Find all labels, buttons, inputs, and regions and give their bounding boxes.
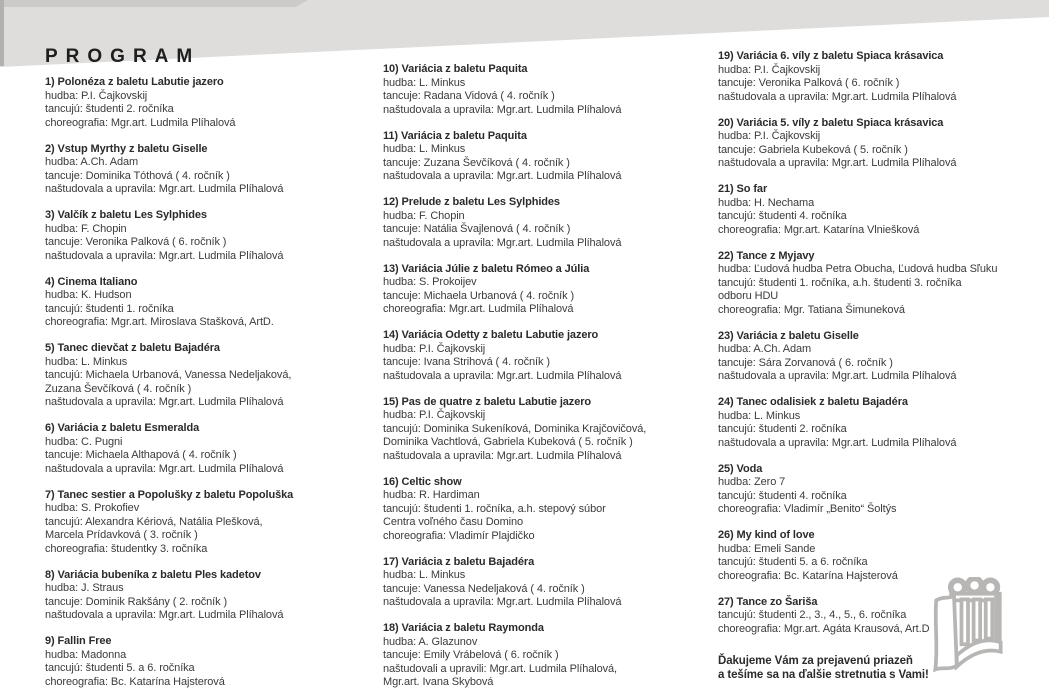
program-item-line: tancujú: Alexandra Kériová, Natália Plešková, [45, 515, 263, 528]
program-item [45, 143, 380, 197]
program-item-line: tancuje: Veronika Palková ( 6. ročník ) [718, 77, 900, 89]
program-item-line: choreografia: Mgr.art. Ludmila Plíhalová [45, 116, 236, 129]
program-item-line: tancuje: Gabriela Kubeková ( 5. ročník ) [718, 143, 908, 156]
program-item-line: naštudovala a upravila: Mgr.art. Ludmila Plíhalová [45, 462, 284, 475]
program-item-line: choreografia: Mgr. Tatiana Šimuneková [718, 303, 905, 316]
program-item-line: tancuje: Sára Zorvanová ( 6. ročník ) [718, 356, 893, 369]
program-item-title: 25) Voda [718, 462, 763, 475]
program-item-title: 1) Polonéza z baletu Labutie jazero [45, 76, 224, 88]
program-item-line: naštudovala a upravila: Mgr.art. Ludmila Plíhalová [718, 370, 957, 382]
program-item-line: tancujú: študenti 2., 3., 4., 5., 6. ročníka [718, 609, 907, 621]
program-item-line: naštudovala a upravila: Mgr.art. Ludmila Plíhalová [45, 249, 284, 262]
program-item-line: hudba: Madonna [45, 648, 127, 661]
program-item-line: choreografia: Mgr.art. Miroslava Stašková, ArtD. [45, 316, 274, 328]
program-item-line: choreografia: Bc. Katarína Hajsterová [45, 675, 225, 688]
program-item-line: hudba: P.I. Čajkovskij [718, 130, 821, 142]
program-item [45, 76, 380, 130]
program-item-title: 11) Variácia z baletu Paquita [383, 129, 527, 142]
program-item-line: tancujú: študenti 4. ročníka [718, 489, 847, 502]
program-item-line: tancujú: študenti 1. ročníka, a.h. stepový súbor [383, 502, 606, 515]
program-item-line: hudba: S. Prokoijev [383, 276, 477, 288]
thank-you-line: a tešíme sa na ďalšie stretnutia s Vami! [718, 668, 929, 681]
program-item-line: odboru HDU [718, 290, 779, 302]
program-column-2 [383, 63, 713, 700]
lyre-logo-icon [926, 577, 1010, 675]
program-item-line: hudba: Zero 7 [718, 476, 786, 488]
program-item-line: naštudovala a upravila: Mgr.art. Ludmila Plíhalová [718, 157, 957, 169]
program-item-line: tancuje: Veronika Palková ( 6. ročník ) [45, 236, 227, 248]
program-item-line: hudba: P.I. Čajkovskij [383, 409, 486, 421]
program-item [718, 117, 1048, 171]
program-item-line: hudba: R. Hardiman [383, 489, 480, 501]
program-item-line: Dominika Vachtlová, Gabriela Kubeková ( 5. ročník ) [383, 436, 633, 448]
program-item-title: 18) Variácia z baletu Raymonda [383, 622, 544, 634]
program-item-line: hudba: A.Ch. Adam [45, 156, 139, 168]
program-column-1 [45, 76, 380, 700]
program-item-line: tancuje: Zuzana Ševčíková ( 4. ročník ) [383, 156, 570, 169]
program-item-line: naštudovala a upravila: Mgr.art. Ludmila Plíhalová [383, 449, 622, 462]
program-item-title: 9) Fallin Free [45, 635, 112, 647]
program-item [718, 330, 1048, 384]
program-item [718, 463, 1048, 517]
program-item-line: tancuje: Ivana Strihová ( 4. ročník ) [383, 356, 550, 368]
program-item-title: 26) My kind of love [718, 529, 815, 541]
program-item-line: hudba: Emeli Sande [718, 542, 816, 555]
program-item-title: 12) Prelude z baletu Les Sylphides [383, 196, 560, 208]
program-item [45, 276, 380, 330]
program-item [383, 63, 713, 117]
program-item-line: choreografia: Vladimír Plajdičko [383, 529, 535, 542]
program-item-title: 16) Celtic show [383, 475, 462, 488]
program-item-title: 15) Pas de quatre z baletu Labutie jazero [383, 395, 592, 408]
program-item-title: 24) Tanec odalisiek z baletu Bajadéra [718, 396, 908, 408]
program-item-line: hudba: L. Minkus [718, 409, 801, 422]
program-item [45, 569, 380, 623]
program-item-line: naštudovala a upravila: Mgr.art. Ludmila Plíhalová [718, 90, 957, 103]
program-item-line: tancuje: Natália Švajlenová ( 4. ročník ) [383, 223, 571, 235]
program-item-line: tancuje: Vanessa Nedeljaková ( 4. ročník ) [383, 582, 585, 595]
program-item-title: 2) Vstup Myrthy z baletu Giselle [45, 142, 208, 155]
program-item [45, 342, 380, 410]
program-item [383, 196, 713, 250]
program-item-title: 17) Variácia z baletu Bajadéra [383, 555, 535, 568]
program-item-line: naštudovala a upravila: Mgr.art. Ludmila Plíhalová [383, 236, 622, 249]
program-item-line: hudba: H. Nechama [718, 196, 815, 209]
program-item-line: choreografia: Vladimír „Benito“ Šoltýs [718, 503, 897, 515]
program-item-line: tancujú: študenti 5. a 6. ročníka [718, 556, 868, 568]
program-item-line: hudba: P.I. Čajkovskij [718, 63, 821, 76]
program-item-line: naštudovala a upravila: Mgr.art. Ludmila Plíhalová [383, 170, 622, 182]
program-item [45, 489, 380, 557]
program-item-line: naštudovala a upravila: Mgr.art. Ludmila Plíhalová [383, 596, 622, 608]
program-item [718, 396, 1048, 450]
program-item-title: 20) Variácia 5. víly z baletu Spiaca krásavica [718, 116, 944, 129]
scan-edge-top [0, 0, 308, 7]
program-item-title: 21) So far [718, 183, 768, 195]
program-item-line: hudba: F. Chopin [45, 222, 127, 235]
program-item-line: naštudovali a upravili: Mgr.art. Ludmila Plíhalová, [383, 662, 617, 675]
program-item-line: hudba: A.Ch. Adam [718, 343, 812, 355]
program-item [383, 263, 713, 317]
program-item-line: hudba: F. Chopin [383, 209, 465, 222]
scan-edge-left [0, 0, 4, 66]
program-item-title: 7) Tanec sestier a Popolušky z baletu Popoluška [45, 488, 294, 501]
program-item-line: hudba: K. Hudson [45, 289, 132, 301]
program-item-line: hudba: L. Minkus [45, 355, 128, 368]
program-item-line: tancujú: Michaela Urbanová, Vanessa Nedeljaková, [45, 369, 292, 381]
program-item-title: 10) Variácia z baletu Paquita [383, 63, 528, 75]
program-item [718, 250, 1048, 318]
program-item-line: Mgr.art. Ivana Skybová [383, 676, 494, 688]
program-item-line: tancujú: študenti 1. ročníka, a.h. študenti 3. ročníka [718, 276, 962, 289]
program-item [45, 422, 380, 476]
program-item [718, 183, 1048, 237]
program-item-title: 19) Variácia 6. víly z baletu Spiaca krásavica [718, 50, 944, 62]
program-item [718, 50, 1048, 104]
program-item-line: naštudovala a upravila: Mgr.art. Ludmila Plíhalová [45, 609, 284, 621]
program-item-title: 5) Tanec dievčat z baletu Bajadéra [45, 342, 220, 354]
program-item-line: tancuje: Dominik Rakšány ( 2. ročník ) [45, 595, 228, 608]
program-item-line: hudba: Ľudová hudba Petra Obucha, Ľudová hudba Sľuku [718, 263, 998, 275]
program-item-title: 4) Cinema Italiano [45, 275, 138, 288]
page-title: PROGRAM [45, 45, 201, 67]
program-item-line: hudba: L. Minkus [383, 76, 466, 89]
program-item-line: tancuje: Dominika Tóthová ( 4. ročník ) [45, 169, 230, 182]
program-item-line: tancujú: študenti 5. a 6. ročníka [45, 662, 195, 674]
program-item-title: 22) Tance z Myjavy [718, 249, 815, 262]
program-item [383, 130, 713, 184]
program-item-title: 3) Valčík z baletu Les Sylphides [45, 209, 207, 221]
program-item [383, 556, 713, 610]
program-item-title: 27) Tance zo Šariša [718, 595, 818, 608]
program-item-line: hudba: C. Pugni [45, 435, 123, 448]
program-item-line: naštudovala a upravila: Mgr.art. Ludmila Plíhalová [718, 436, 957, 449]
program-item-title: 6) Variácia z baletu Esmeralda [45, 422, 200, 434]
program-item-title: 8) Variácia bubeníka z baletu Ples kadetov [45, 568, 261, 581]
program-item-line: tancujú: Dominika Sukeníková, Dominika Krajčovičová, [383, 422, 647, 435]
program-item [45, 209, 380, 263]
program-item-line: tancuje: Radana Vidová ( 4. ročník ) [383, 90, 555, 102]
program-item-line: choreografia: študentky 3. ročníka [45, 542, 208, 555]
program-item-line: tancujú: študenti 4. ročníka [718, 210, 847, 222]
program-item-line: tancujú: študenti 2. ročníka [718, 423, 847, 435]
program-item-line: tancujú: študenti 1. ročníka [45, 302, 174, 315]
program-item-line: hudba: L. Minkus [383, 143, 466, 155]
program-item [718, 529, 1048, 583]
program-item-line: naštudovala a upravila: Mgr.art. Ludmila Plíhalová [45, 183, 284, 195]
program-item [383, 622, 713, 690]
program-item-title: 14) Variácia Odetty z baletu Labutie jazero [383, 329, 599, 341]
program-item [383, 329, 713, 383]
program-item-line: hudba: P.I. Čajkovskij [45, 89, 148, 102]
program-item-line: naštudovala a upravila: Mgr.art. Ludmila Plíhalová [383, 369, 622, 382]
program-item-line: choreografia: Mgr.art. Agáta Krausová, Art.D [718, 622, 930, 635]
program-item [45, 635, 380, 689]
program-item-line: choreografia: Mgr.art. Ludmila Plíhalová [383, 303, 574, 315]
program-item-line: choreografia: Bc. Katarína Hajsterová [718, 569, 898, 582]
program-item-line: tancuje: Michaela Althapová ( 4. ročník ) [45, 449, 237, 461]
program-item-line: hudba: L. Minkus [383, 569, 466, 581]
program-item-title: 13) Variácia Júlie z baletu Rómeo a Júlia [383, 262, 590, 275]
program-item-line: Centra voľného času Domino [383, 516, 524, 528]
program-item-title: 23) Variácia z baletu Giselle [718, 329, 859, 342]
program-item-line: hudba: S. Prokofiev [45, 502, 140, 514]
program-item-line: tancuje: Michaela Urbanová ( 4. ročník ) [383, 289, 575, 302]
program-item-line: Marcela Prídavková ( 3. ročník ) [45, 529, 198, 541]
thank-you-line: Ďakujeme Vám za prejavenú priazeň [718, 655, 913, 667]
program-item-line: tancujú: študenti 2. ročníka [45, 103, 174, 115]
program-item-line: tancuje: Emily Vrábelová ( 6. ročník ) [383, 649, 559, 661]
program-item [383, 476, 713, 544]
program-item-line: hudba: J. Straus [45, 582, 124, 594]
program-item-line: Zuzana Ševčíková ( 4. ročník ) [45, 382, 192, 395]
program-item-line: hudba: P.I. Čajkovskij [383, 342, 486, 355]
program-item-line: naštudovala a upravila: Mgr.art. Ludmila Plíhalová [45, 396, 284, 408]
program-item-line: choreografia: Mgr.art. Katarína Vlniešková [718, 223, 920, 236]
program-item-line: hudba: A. Glazunov [383, 635, 478, 648]
program-item [383, 396, 713, 464]
program-item-line: naštudovala a upravila: Mgr.art. Ludmila Plíhalová [383, 103, 622, 116]
